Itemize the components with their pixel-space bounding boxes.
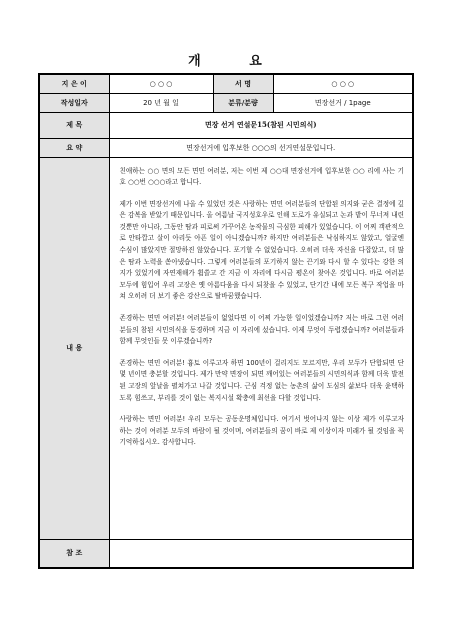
- signature-value: ○ ○ ○: [273, 74, 413, 93]
- content-paragraph-3: 존경하는 면민 여러분! 여러분들이 없었다면 이 어찌 가능한 일이었겠습니까? 저는 바로 그런 여러분들의 참된 시민의식을 동경하며 지금 이 자리에 섰습니다. 이제 무엇이 두렵겠습니까? 여러분들과 함께 무엇인들 못 이루겠습니까?: [119, 314, 404, 346]
- content-paragraph-5: 사랑하는 면민 여러분! 우리 모두는 공동운명체입니다. 여기서 벗어나지 않는 이상 제가 이루고자 하는 것이 여러분 모두의 바람이 될 것이며, 여러분들의 꿈이 바로 제 이상이자 미래가 될 것임을 꼭 기억하십시오. 감사합니다.: [119, 415, 404, 447]
- content-paragraph-2: 제가 이번 면장선거에 나올 수 있었던 것은 사랑하는 면민 여러분들의 단합된 의지와 굳은 결정에 깊은 감복을 받았기 때문입니다. 올 여름날 국지성호우로 인해 도로가 유실되고 논과 밭이 무너져 내린 것뿐만 아니라, 그동안 땀과 피로써 가꾸어온 농작물의 극심한 피해가 있었습니다. 이 어찌 객관적으로 안타깝고 살이 아리듯 아픈 일이 아니겠습니까? 하지만 여러분들은 낙심하지도 않았고, 얼굴엔 수심이 많았지만 절망하진 않았습니다. 포기할 수 없었습니다. 오히려 더욱 자신을 다잡았고, 더 많은 땀과 노력을 쏟아냈습니다. 그렇게 여러분들의 포기하지 않는 끈기와 다시 할 수 있다는 강한 의지가 있었기에 자연재해가 휩쓸고 간 지금 이 자리에 다시금 평온이 찾아온 것입니다. 바로 여러분 모두에 힘입어 우리 고장은 옛 아름다움을 다시 되찾을 수 있었고, 단기간 내에 모든 복구 작업을 마쳐 오히려 더 보기 좋은 강산으로 탈바꿈했습니다.: [119, 199, 404, 301]
- summary-value: 면장선거에 입후보한 ○○○의 선거연설문입니다.: [109, 138, 413, 157]
- category-label: 분류/분량: [213, 93, 273, 112]
- reference-row: [39, 539, 413, 568]
- date-row: [39, 93, 413, 112]
- subject-value: 면장 선거 연설문15(참된 시민의식): [109, 112, 413, 138]
- document-title: 개 요: [188, 54, 284, 69]
- subject-row: [39, 112, 413, 138]
- reference-label: 참 조: [39, 539, 109, 568]
- document-table: [38, 73, 414, 569]
- summary-label: 요 약: [39, 138, 109, 157]
- content-paragraph-1: 친애하는 ○○ 면의 모든 면민 여러분, 저는 이번 제 ○○대 면장선거에 입후보한 ○○ 리에 사는 기호 ○○번 ○○○라고 합니다.: [119, 166, 404, 187]
- subject-label: 제 목: [39, 112, 109, 138]
- date-label: 작성일자: [39, 93, 109, 112]
- category-value: 면장선거 / 1page: [273, 93, 413, 112]
- author-value: ○ ○ ○: [109, 74, 213, 93]
- content-row: [39, 157, 413, 539]
- reference-value: [109, 539, 413, 568]
- content-paragraph-4: 존경하는 면민 여러분! 흉토 이루고자 하면 100년이 걸리지도 모르지만, 우리 모두가 단합되면 단 몇 년이면 충분할 것입니다. 제가 만약 면장이 되면 깨어있는 여러분들의 시민의식과 함께 더욱 발전된 고장의 앞날을 펼쳐가고 나갈 것입니다. 근심 걱정 없는 농촌의 삶이 도심의 삶보다 더욱 윤택하도록 힘쓰고, 부리를 것이 없는 복지시설 확충에 최선을 다할 것입니다.: [119, 358, 404, 402]
- summary-row: [39, 138, 413, 157]
- author-row: [39, 74, 413, 93]
- content-label: 내 용: [39, 157, 109, 539]
- signature-label: 서 명: [213, 74, 273, 93]
- content-body: [109, 157, 413, 539]
- date-value: 20 년 월 일: [109, 93, 213, 112]
- author-label: 지 은 이: [39, 74, 109, 93]
